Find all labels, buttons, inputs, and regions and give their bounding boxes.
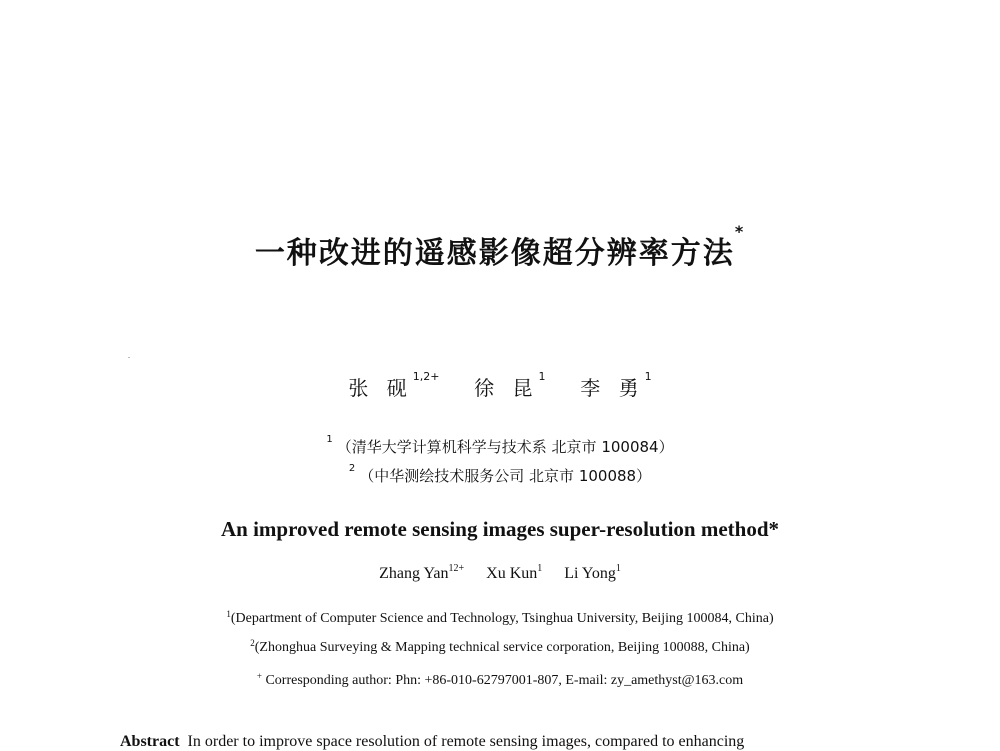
cn-author-sup: 1,2+: [412, 370, 440, 383]
chinese-affiliation-2: [0, 465, 1000, 486]
chinese-affiliation-1: [0, 436, 1000, 457]
english-affiliation-2: [0, 640, 1000, 656]
abstract-text: In order to improve space resolution of remote sensing images, compared to enhancing: [187, 733, 745, 750]
english-title: An improved remote sensing images super-resolution method*: [220, 517, 780, 541]
chinese-authors: [0, 372, 1000, 401]
abstract-label: Abstract: [120, 733, 180, 750]
en-author-sup: 12+: [448, 563, 465, 574]
en-aff-text: (Zhonghua Surveying & Mapping technical service corporation, Beijing 100088, China): [254, 640, 750, 655]
corresponding-text: Corresponding author: Phn: +86-010-62797001-807, E-mail: zy_amethyst@163.com: [265, 673, 744, 688]
cn-aff-sup: 2: [348, 463, 356, 474]
chinese-title: [0, 222, 1000, 272]
abstract-line: [120, 733, 910, 751]
chinese-title-text: 一种改进的遥感影像超分辨率方法: [254, 236, 735, 271]
scan-speck: [128, 357, 130, 358]
cn-aff-text: （清华大学计算机科学与技术系 北京市 100084）: [336, 438, 674, 456]
cn-author-sup: 1: [538, 370, 546, 383]
en-author-name: Xu Kun: [486, 565, 538, 582]
cn-author-name: 徐 昆: [474, 376, 539, 400]
cn-author-name: 张 砚: [348, 376, 413, 400]
cn-author-sup: 1: [644, 370, 652, 383]
title-footnote-mark: *: [734, 222, 746, 241]
cn-aff-sup: 1: [326, 434, 333, 445]
en-author-name: Zhang Yan: [379, 565, 449, 582]
corresponding-author: [0, 673, 1000, 689]
en-aff-sup: 1: [226, 609, 231, 619]
en-author-name: Li Yong: [564, 565, 616, 582]
english-authors: [0, 565, 1000, 583]
en-aff-text: (Department of Computer Science and Technology, Tsinghua University, Beijing 100084, China): [230, 611, 774, 626]
corresponding-sup: +: [256, 671, 262, 681]
cn-aff-text: （中华测绘技术服务公司 北京市 100088）: [359, 467, 652, 485]
cn-author-name: 李 勇: [580, 376, 645, 400]
en-author-sup: 1: [537, 563, 543, 574]
en-author-sup: 1: [615, 563, 621, 574]
english-affiliation-1: [0, 611, 1000, 627]
en-aff-sup: 2: [250, 638, 255, 648]
